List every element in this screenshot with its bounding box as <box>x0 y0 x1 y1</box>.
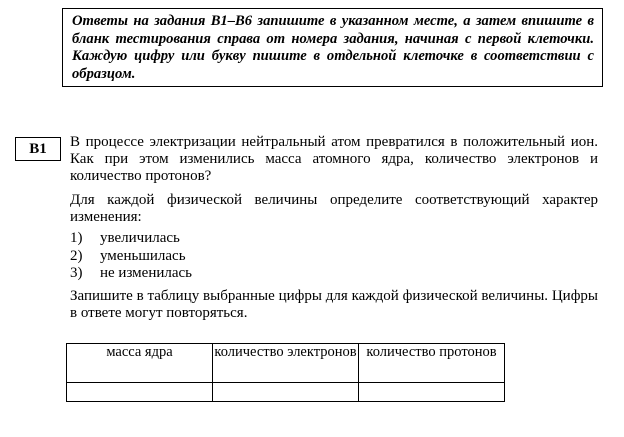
option-item <box>70 265 598 283</box>
option-text: увеличилась <box>100 230 180 246</box>
task-number-label: B1 <box>15 137 61 161</box>
answer-table-row <box>67 383 505 402</box>
option-item <box>70 248 598 266</box>
task-body <box>70 134 598 322</box>
option-list <box>70 230 598 283</box>
answer-cell-nucleus-mass[interactable] <box>67 383 213 402</box>
option-item <box>70 230 598 248</box>
task-instruction: Для каждой физической величины определите соответствующий характер изменения: <box>70 192 598 225</box>
option-number: 1) <box>70 230 83 246</box>
header-proton-count: количество протонов <box>359 344 505 383</box>
answer-table <box>66 343 505 402</box>
option-number: 2) <box>70 247 83 264</box>
task-question: В процессе электризации нейтральный атом превратился в положительный ион. Как при этом изменились масса атомного ядра, количество электронов и количество протонов? <box>70 134 598 184</box>
option-text: не изменилась <box>100 265 193 281</box>
header-electron-count: количество электронов <box>213 344 359 383</box>
header-nucleus-mass: масса ядра <box>67 344 213 383</box>
answer-cell-electron-count[interactable] <box>213 383 359 402</box>
option-text: уменьшилась <box>100 247 186 264</box>
answer-cell-proton-count[interactable] <box>359 383 505 402</box>
answer-table-header-row <box>67 344 505 383</box>
option-number: 3) <box>70 265 83 281</box>
instructions-box: Ответы на задания В1–В6 запишите в указанном месте, а затем впишите в бланк тестирования справа от номера задания, начиная с первой клеточки. Каждую цифру или букву пишите в отдельной клеточке в соответствии с образцом. <box>62 8 603 87</box>
answer-note: Запишите в таблицу выбранные цифры для каждой физической величины. Цифры в ответе могут повторяться. <box>70 287 598 321</box>
